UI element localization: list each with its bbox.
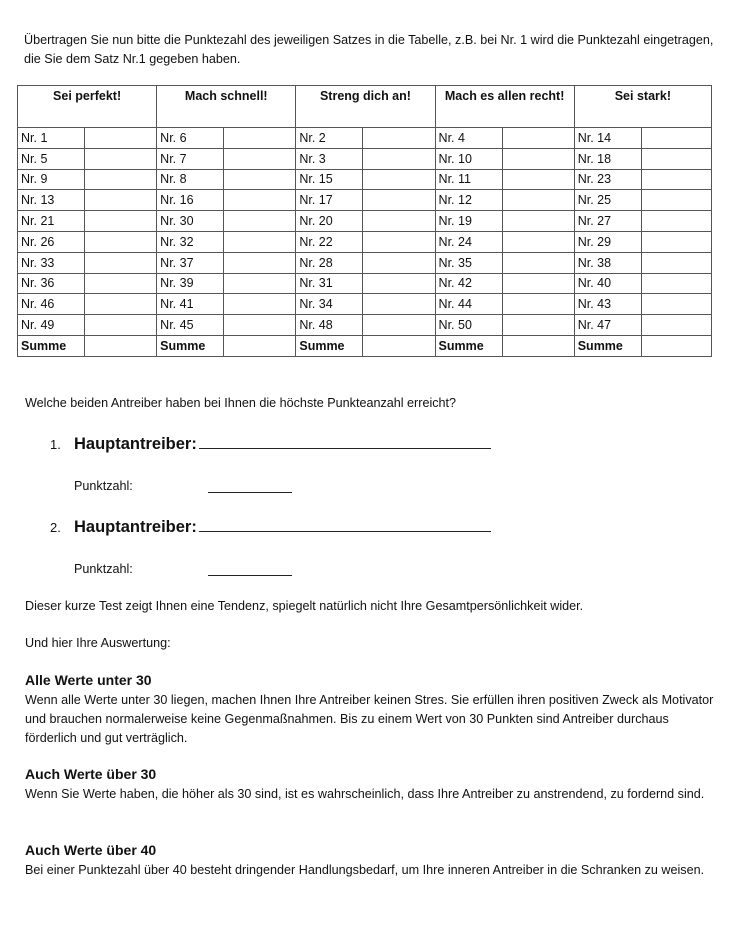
sum-entry-cell[interactable] bbox=[85, 335, 157, 356]
table-row bbox=[18, 148, 712, 169]
item-number-cell: Nr. 50 bbox=[435, 315, 502, 336]
score-entry-cell[interactable] bbox=[224, 294, 296, 315]
item-number-cell: Nr. 19 bbox=[435, 211, 502, 232]
header-mach-schnell: Mach schnell! bbox=[157, 86, 296, 128]
score-entry-cell[interactable] bbox=[224, 315, 296, 336]
sum-entry-cell[interactable] bbox=[641, 335, 711, 356]
item-number-cell: Nr. 25 bbox=[574, 190, 641, 211]
score-entry-cell[interactable] bbox=[641, 231, 711, 252]
header-sei-perfekt: Sei perfekt! bbox=[18, 86, 157, 128]
score-entry-cell[interactable] bbox=[502, 169, 574, 190]
item-number-cell: Nr. 18 bbox=[574, 148, 641, 169]
score-entry-cell[interactable] bbox=[641, 190, 711, 211]
item-number-cell: Nr. 39 bbox=[157, 273, 224, 294]
item-number-cell: Nr. 16 bbox=[157, 190, 224, 211]
sum-label-cell: Summe bbox=[296, 335, 363, 356]
sum-entry-cell[interactable] bbox=[363, 335, 435, 356]
item-number-cell: Nr. 30 bbox=[157, 211, 224, 232]
score-entry-cell[interactable] bbox=[502, 190, 574, 211]
item-number-cell: Nr. 22 bbox=[296, 231, 363, 252]
score-1 bbox=[74, 479, 133, 493]
score-entry-cell[interactable] bbox=[85, 211, 157, 232]
score-entry-cell[interactable] bbox=[641, 294, 711, 315]
item-number-cell: Nr. 35 bbox=[435, 252, 502, 273]
item-number-cell: Nr. 9 bbox=[18, 169, 85, 190]
score-entry-cell[interactable] bbox=[363, 273, 435, 294]
item-number-cell: Nr. 40 bbox=[574, 273, 641, 294]
score-entry-cell[interactable] bbox=[641, 252, 711, 273]
item-number-cell: Nr. 29 bbox=[574, 231, 641, 252]
score-entry-cell[interactable] bbox=[85, 231, 157, 252]
table-row bbox=[18, 315, 712, 336]
score-2 bbox=[74, 562, 133, 576]
score-1-input[interactable] bbox=[208, 492, 292, 493]
table-header-row bbox=[18, 86, 712, 128]
main-driver-2-input[interactable] bbox=[199, 515, 491, 532]
item-number-cell: Nr. 7 bbox=[157, 148, 224, 169]
score-entry-cell[interactable] bbox=[363, 148, 435, 169]
score-2-input[interactable] bbox=[208, 575, 292, 576]
section-text: Bei einer Punktezahl über 40 besteht dringender Handlungsbedarf, um Ihre inneren Antreiber in die Schranken zu weisen. bbox=[25, 863, 705, 877]
score-entry-cell[interactable] bbox=[641, 273, 711, 294]
sum-label-cell: Summe bbox=[18, 335, 85, 356]
score-entry-cell[interactable] bbox=[502, 148, 574, 169]
item-number-cell: Nr. 37 bbox=[157, 252, 224, 273]
item-number-cell: Nr. 49 bbox=[18, 315, 85, 336]
score-entry-cell[interactable] bbox=[85, 190, 157, 211]
intro-text: Übertragen Sie nun bitte die Punktezahl des jeweiligen Satzes in die Tabelle, z.B. bei Nr. 1 wird die Punktezahl eingetragen, die Sie dem Satz Nr.1 gegeben haben. bbox=[24, 33, 714, 66]
score-entry-cell[interactable] bbox=[641, 169, 711, 190]
table-row bbox=[18, 128, 712, 149]
score-entry-cell[interactable] bbox=[224, 148, 296, 169]
item-number-cell: Nr. 44 bbox=[435, 294, 502, 315]
item-number-cell: Nr. 4 bbox=[435, 128, 502, 149]
score-entry-cell[interactable] bbox=[502, 315, 574, 336]
item-number-cell: Nr. 33 bbox=[18, 252, 85, 273]
section-heading: Alle Werte unter 30 bbox=[25, 672, 152, 688]
evaluation-intro: Und hier Ihre Auswertung: bbox=[25, 636, 171, 650]
item-number-cell: Nr. 34 bbox=[296, 294, 363, 315]
item-number-cell: Nr. 10 bbox=[435, 148, 502, 169]
sum-row bbox=[18, 335, 712, 356]
score-entry-cell[interactable] bbox=[502, 128, 574, 149]
item-number-cell: Nr. 43 bbox=[574, 294, 641, 315]
item-number-cell: Nr. 17 bbox=[296, 190, 363, 211]
item-number-cell: Nr. 31 bbox=[296, 273, 363, 294]
section-text: Wenn alle Werte unter 30 liegen, machen Ihnen Ihre Antreiber keinen Stres. Sie erfüllen ihren positiven Zweck als Motivator und brauchen normalerweise keine Gegenmaßnahmen. Bis zu einem Wert von 30 Punkten sind Antreiber durchaus förderlich und gut verträglich. bbox=[25, 693, 714, 745]
item-number-cell: Nr. 13 bbox=[18, 190, 85, 211]
table-row bbox=[18, 294, 712, 315]
table-row bbox=[18, 169, 712, 190]
header-mach-es-allen-recht: Mach es allen recht! bbox=[435, 86, 574, 128]
score-entry-cell[interactable] bbox=[85, 294, 157, 315]
score-entry-cell[interactable] bbox=[363, 315, 435, 336]
score-entry-cell[interactable] bbox=[85, 252, 157, 273]
score-entry-cell[interactable] bbox=[224, 231, 296, 252]
score-entry-cell[interactable] bbox=[224, 211, 296, 232]
item-number-cell: Nr. 11 bbox=[435, 169, 502, 190]
score-entry-cell[interactable] bbox=[641, 211, 711, 232]
item-number-cell: Nr. 32 bbox=[157, 231, 224, 252]
sum-label-cell: Summe bbox=[435, 335, 502, 356]
score-entry-cell[interactable] bbox=[641, 315, 711, 336]
section-text: Wenn Sie Werte haben, die höher als 30 sind, ist es wahrscheinlich, dass Ihre Antreiber zu anstrendend, zu fordernd sind. bbox=[25, 787, 705, 801]
item-number-cell: Nr. 46 bbox=[18, 294, 85, 315]
section-heading: Auch Werte über 30 bbox=[25, 766, 157, 782]
section-heading: Auch Werte über 40 bbox=[25, 842, 157, 858]
item-number-cell: Nr. 38 bbox=[574, 252, 641, 273]
score-entry-cell[interactable] bbox=[224, 273, 296, 294]
score-table bbox=[17, 85, 712, 357]
score-label: Punktzahl: bbox=[74, 479, 133, 493]
header-streng-dich-an: Streng dich an! bbox=[296, 86, 435, 128]
score-entry-cell[interactable] bbox=[85, 273, 157, 294]
score-entry-cell[interactable] bbox=[363, 169, 435, 190]
table-row bbox=[18, 190, 712, 211]
score-entry-cell[interactable] bbox=[85, 169, 157, 190]
score-entry-cell[interactable] bbox=[502, 294, 574, 315]
item-number-cell: Nr. 15 bbox=[296, 169, 363, 190]
main-driver-1 bbox=[50, 432, 491, 454]
sum-label-cell: Summe bbox=[157, 335, 224, 356]
score-entry-cell[interactable] bbox=[363, 252, 435, 273]
sum-label-cell: Summe bbox=[574, 335, 641, 356]
item-number-cell: Nr. 28 bbox=[296, 252, 363, 273]
item-number-cell: Nr. 23 bbox=[574, 169, 641, 190]
answer-number: 2. bbox=[50, 520, 61, 535]
item-number-cell: Nr. 8 bbox=[157, 169, 224, 190]
tendency-note: Dieser kurze Test zeigt Ihnen eine Tendenz, spiegelt natürlich nicht Ihre Gesamtpersönlichkeit wider. bbox=[25, 599, 584, 613]
score-entry-cell[interactable] bbox=[502, 273, 574, 294]
item-number-cell: Nr. 12 bbox=[435, 190, 502, 211]
score-entry-cell[interactable] bbox=[363, 294, 435, 315]
score-entry-cell[interactable] bbox=[224, 190, 296, 211]
item-number-cell: Nr. 41 bbox=[157, 294, 224, 315]
score-entry-cell[interactable] bbox=[502, 211, 574, 232]
header-sei-stark: Sei stark! bbox=[574, 86, 711, 128]
score-entry-cell[interactable] bbox=[85, 315, 157, 336]
score-entry-cell[interactable] bbox=[224, 169, 296, 190]
score-entry-cell[interactable] bbox=[363, 190, 435, 211]
item-number-cell: Nr. 2 bbox=[296, 128, 363, 149]
score-entry-cell[interactable] bbox=[85, 148, 157, 169]
item-number-cell: Nr. 36 bbox=[18, 273, 85, 294]
answer-number: 1. bbox=[50, 437, 61, 452]
sum-entry-cell[interactable] bbox=[224, 335, 296, 356]
item-number-cell: Nr. 21 bbox=[18, 211, 85, 232]
item-number-cell: Nr. 1 bbox=[18, 128, 85, 149]
main-driver-1-input[interactable] bbox=[199, 432, 491, 449]
item-number-cell: Nr. 45 bbox=[157, 315, 224, 336]
main-driver-label: Hauptantreiber: bbox=[74, 435, 197, 453]
score-label: Punktzahl: bbox=[74, 562, 133, 576]
item-number-cell: Nr. 6 bbox=[157, 128, 224, 149]
item-number-cell: Nr. 48 bbox=[296, 315, 363, 336]
item-number-cell: Nr. 20 bbox=[296, 211, 363, 232]
item-number-cell: Nr. 42 bbox=[435, 273, 502, 294]
score-entry-cell[interactable] bbox=[641, 128, 711, 149]
item-number-cell: Nr. 3 bbox=[296, 148, 363, 169]
score-entry-cell[interactable] bbox=[502, 252, 574, 273]
item-number-cell: Nr. 14 bbox=[574, 128, 641, 149]
item-number-cell: Nr. 5 bbox=[18, 148, 85, 169]
item-number-cell: Nr. 26 bbox=[18, 231, 85, 252]
table-row bbox=[18, 252, 712, 273]
score-entry-cell[interactable] bbox=[363, 231, 435, 252]
score-entry-cell[interactable] bbox=[641, 148, 711, 169]
item-number-cell: Nr. 27 bbox=[574, 211, 641, 232]
main-driver-label: Hauptantreiber: bbox=[74, 518, 197, 536]
main-driver-2 bbox=[50, 515, 491, 537]
score-entry-cell[interactable] bbox=[502, 231, 574, 252]
sum-entry-cell[interactable] bbox=[502, 335, 574, 356]
table-row bbox=[18, 231, 712, 252]
score-entry-cell[interactable] bbox=[363, 211, 435, 232]
score-entry-cell[interactable] bbox=[363, 128, 435, 149]
question-text: Welche beiden Antreiber haben bei Ihnen die höchste Punkteanzahl erreicht? bbox=[25, 396, 457, 410]
score-entry-cell[interactable] bbox=[224, 252, 296, 273]
score-entry-cell[interactable] bbox=[85, 128, 157, 149]
item-number-cell: Nr. 24 bbox=[435, 231, 502, 252]
table-row bbox=[18, 211, 712, 232]
item-number-cell: Nr. 47 bbox=[574, 315, 641, 336]
score-entry-cell[interactable] bbox=[224, 128, 296, 149]
table-row bbox=[18, 273, 712, 294]
